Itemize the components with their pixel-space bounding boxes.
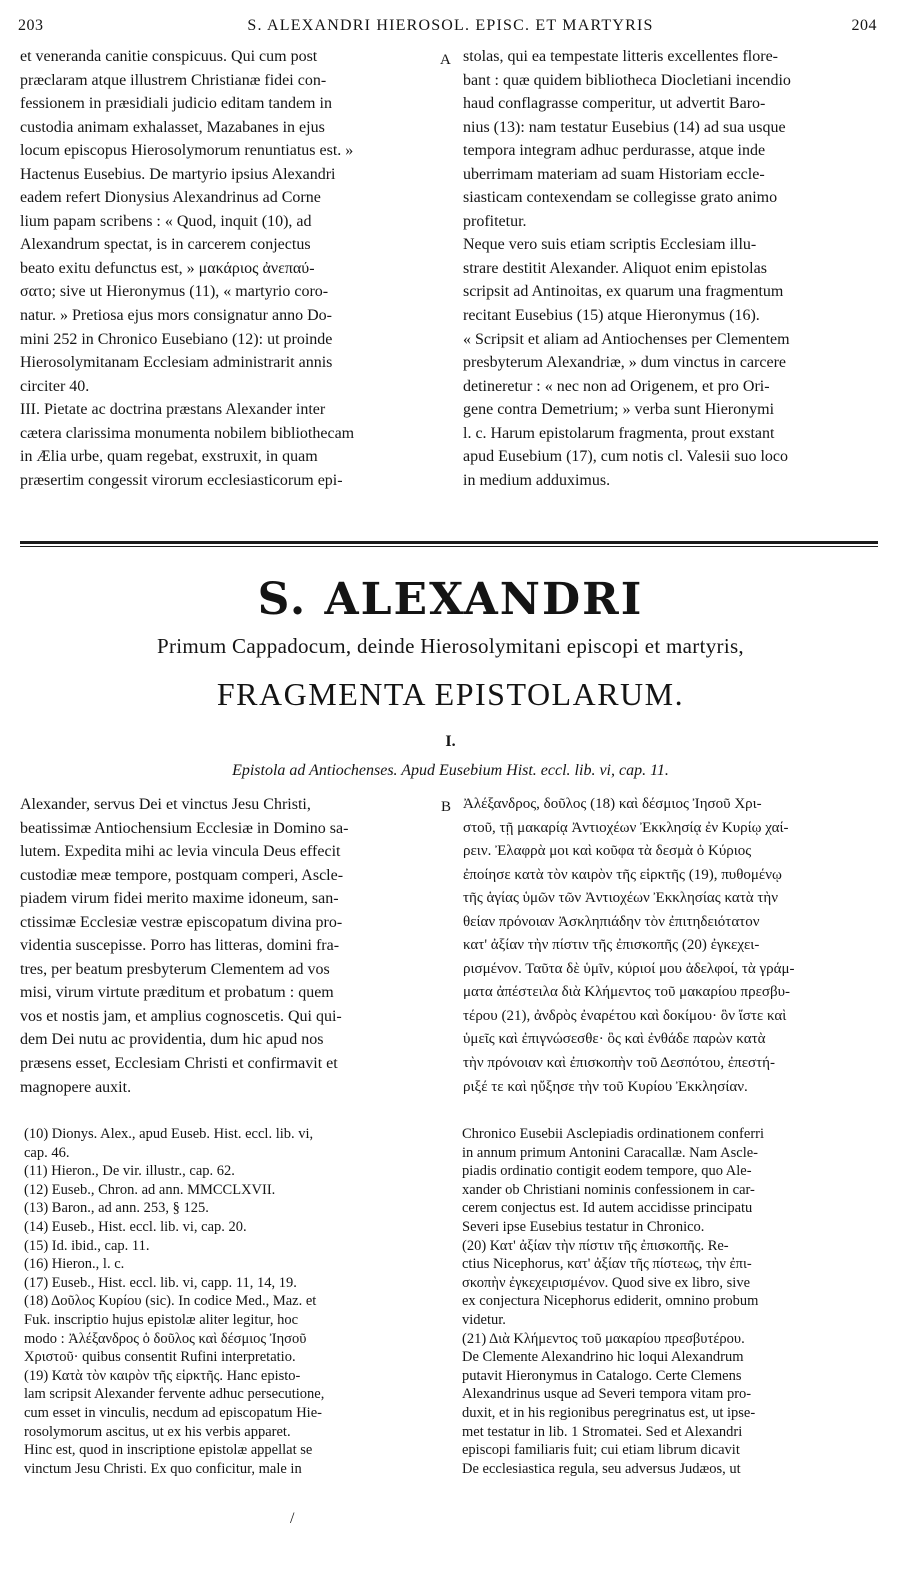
work-title: S. ALEXANDRI xyxy=(257,574,644,625)
text-line: ctissimæ Ecclesiæ vestræ episcopatum divina pro- xyxy=(20,913,343,931)
text-line: piadis ordinatio contigit eodem tempore, quo Ale- xyxy=(462,1163,752,1180)
text-line: vinctum Jesu Christi. Ex quo conficitur, male in xyxy=(24,1460,302,1477)
text-line: Χριστοῦ· quibus consentit Rufini interpretatio. xyxy=(24,1349,296,1366)
text-line: Alexandrum spectat, is in carcerem conjectus xyxy=(20,236,311,254)
text-line: rosolymorum ascitus, ut ex his verbis apparet. xyxy=(24,1423,291,1440)
text-line: videntia suscepisse. Porro has litteras, domini fra- xyxy=(20,937,340,955)
text-line: Hierosolymitanam Ecclesiam administrarit annis xyxy=(20,354,333,372)
text-line: ματα ἀπέστειλα διὰ Κλήμεντος τοῦ μακαρίου πρεσβυ- xyxy=(463,984,791,1001)
text-line: in medium adduximus. xyxy=(463,471,611,489)
text-line: θείαν πρόνοιαν Ἀσκληπιάδην τὸν ἐπιτηδειότατον xyxy=(463,913,760,930)
text-line: ρειν. Ἐλαφρὰ μοι καὶ κοῦφα τὰ δεσμὰ ὁ Κύριος xyxy=(463,843,752,860)
text-line: ὑμεῖς καὶ ἐπιγνώσεσθε· ὃς καὶ ἐνθάδε παρὼν κατὰ xyxy=(463,1031,766,1048)
text-line: σκοπὴν ἐγκεχειρισμένον. Quod sive ex libro, sive xyxy=(462,1274,751,1291)
text-line: Chronico Eusebii Asclepiadis ordinationem conferri xyxy=(462,1126,765,1142)
text-line: et veneranda canitie conspicuus. Qui cum post xyxy=(20,48,318,65)
text-line: (17) Euseb., Hist. eccl. lib. vi, capp. 11, 14, 19. xyxy=(24,1274,297,1291)
text-line: recitant Eusebius (15) atque Hieronymus (16). xyxy=(463,307,760,325)
text-line: eadem refert Dionysius Alexandrinus ad Corne xyxy=(20,189,321,207)
text-line: xander ob Christiani nominis confessionem in car- xyxy=(462,1181,755,1198)
fragment-number: I. xyxy=(445,733,456,750)
text-line: Neque vero suis etiam scriptis Ecclesiam illu- xyxy=(463,236,757,254)
text-line: episcopi familiaris fuit; cui etiam librum dicavit xyxy=(462,1442,740,1459)
text-line: natur. » Pretiosa ejus mors consignatur anno Do- xyxy=(20,307,332,325)
text-line: piadem virum fidei merito maxime idoneum, san- xyxy=(20,890,339,908)
section-rule xyxy=(20,541,878,544)
text-line: (21) Διὰ Κλήμεντος τοῦ μακαρίου πρεσβυτέρου. xyxy=(462,1330,745,1347)
text-line: presbyterum Alexandriæ, » dum vinctus in carcere xyxy=(463,354,787,372)
text-line: τέρου (21), ἀνδρὸς ἐναρέτου καὶ δοκίμου· ὃν ἴστε καὶ xyxy=(463,1007,787,1024)
latin-epistle xyxy=(20,793,432,1099)
fragmenta-title: FRAGMENTA EPISTOLARUM. xyxy=(216,676,685,712)
text-line: « Scripsit et aliam ad Antiochenses per Clementem xyxy=(463,330,790,348)
text-line: beato exitu defunctus est, » μακάριος ἀνεπαύ- xyxy=(20,259,315,277)
text-line: Alexandrinus usque ad Severi tempora vitam pro- xyxy=(462,1386,752,1403)
text-line: locum episcopus Hierosolymorum renuntiatus est. » xyxy=(20,142,354,160)
text-line: misi, virum virtute præditum et probatum : quem xyxy=(20,984,334,1002)
text-line: τῆς ἁγίας ὑμῶν τῶν Ἀντιοχέων Ἐκκλησίας κατὰ τὴν xyxy=(463,890,779,907)
text-line: beatissimæ Antiochensium Ecclesiæ in Domino sa- xyxy=(20,819,349,837)
section-rule-thin xyxy=(20,546,878,547)
text-line: Severi ipse Eusebius testatur in Chronico. xyxy=(462,1218,705,1235)
text-line: (12) Euseb., Chron. ad ann. MMCCLXVII. xyxy=(24,1181,276,1198)
page-number-right: 204 xyxy=(851,17,877,34)
text-line: ριξέ τε καὶ ηὔξησε τὴν τοῦ Κυρίου Ἐκκλησίαν. xyxy=(463,1078,748,1095)
text-line: nius (13): nam testatur Eusebius (14) ad sua usque xyxy=(463,118,786,136)
text-line: præclaram atque illustrem Christianæ fidei con- xyxy=(20,71,327,89)
margin-letter-a: A xyxy=(440,52,451,68)
text-line: in annum primum Antonini Caracallæ. Nam Ascle- xyxy=(462,1144,758,1161)
text-line: cerem conjectus est. Id autem accidisse principatu xyxy=(462,1200,753,1217)
text-line: præsertim congessit virorum ecclesiasticorum epi- xyxy=(20,471,343,489)
footnotes-right xyxy=(462,1125,880,1478)
text-line: modo : Ἀλέξανδρος ὁ δοῦλος καὶ δέσμιος Ἰησοῦ xyxy=(24,1330,307,1347)
text-line: vos et nostis jam, et amplius cognoscetis. Qui qui- xyxy=(20,1007,342,1025)
text-line: cap. 46. xyxy=(24,1144,70,1161)
text-line: (20) Κατ' ἀξίαν τὴν πίστιν τῆς ἐπισκοπῆς. Re- xyxy=(462,1237,729,1254)
margin-letter-b: B xyxy=(441,799,452,815)
text-line: detineretur : « nec non ad Origenem, et pro Ori- xyxy=(463,377,770,395)
text-line: (11) Hieron., De vir. illustr., cap. 62. xyxy=(24,1163,235,1180)
text-line: (13) Baron., ad ann. 253, § 125. xyxy=(24,1200,209,1217)
text-line: De Clemente Alexandrino hic loqui Alexandrum xyxy=(462,1349,744,1366)
text-line: (10) Dionys. Alex., apud Euseb. Hist. eccl. lib. vi, xyxy=(24,1126,314,1142)
text-line: l. c. Harum epistolarum fragmenta, prout exstant xyxy=(463,424,775,442)
text-line: tres, per beatum presbyterum Clementem ad vos xyxy=(20,960,330,978)
page-number-left: 203 xyxy=(18,17,44,34)
top-left-column xyxy=(20,45,432,492)
text-line: gene contra Demetrium; » verba sunt Hieronymi xyxy=(463,401,775,419)
text-line: met testatur in lib. 1 Stromatei. Sed et Alexandri xyxy=(462,1423,743,1440)
text-line: lam scripsit Alexander fervente adhuc persecutione, xyxy=(24,1386,325,1403)
running-header: S. ALEXANDRI HIEROSOL. EPISC. ET MARTYRIS xyxy=(247,17,654,34)
text-line: cætera clarissima monumenta nobilem bibliothecam xyxy=(20,424,355,442)
text-line: σατο; sive ut Hieronymus (11), « martyrio coro- xyxy=(20,283,329,301)
text-line: (14) Euseb., Hist. eccl. lib. vi, cap. 20. xyxy=(24,1218,247,1235)
text-line: (19) Κατὰ τὸν καιρὸν τῆς εἱρκτῆς. Hanc episto- xyxy=(24,1367,301,1384)
text-line: profitetur. xyxy=(463,212,527,230)
text-line: magnopere auxit. xyxy=(20,1078,132,1096)
text-line: κατ' ἀξίαν τὴν πίστιν τῆς ἐπισκοπῆς (20) ἐγκεχει- xyxy=(463,937,760,954)
text-line: Hinc est, quod in inscriptione epistolæ appellat se xyxy=(24,1442,313,1459)
text-line: Hactenus Eusebius. De martyrio ipsius Alexandri xyxy=(20,165,336,183)
text-line: strare destitit Alexander. Aliquot enim epistolas xyxy=(463,259,767,277)
work-subtitle: Primum Cappadocum, deinde Hierosolymitani episcopi et martyris, xyxy=(157,634,744,658)
text-line: haud conflagrasse comperitur, ut advertit Baro- xyxy=(463,95,766,113)
text-line: præsens esset, Ecclesiam Christi et confirmavit et xyxy=(20,1055,338,1073)
greek-epistle xyxy=(463,793,879,1099)
text-line: custodia animam exhalasset, Mazabanes in ejus xyxy=(20,118,325,136)
text-line: Fuk. inscriptio hujus epistolæ aliter legitur, hoc xyxy=(24,1311,299,1328)
text-line: videtur. xyxy=(462,1311,506,1328)
text-line: τὴν πρόνοιαν καὶ ἐπισκοπὴν τοῦ Δεσπότου, ἐπεστή- xyxy=(463,1055,775,1072)
text-line: Alexander, servus Dei et vinctus Jesu Christi, xyxy=(20,796,311,813)
text-line: (18) Δοῦλος Κυρίου (sic). In codice Med., Maz. et xyxy=(24,1293,317,1310)
footnotes-left xyxy=(24,1125,432,1478)
text-line: De ecclesiastica regula, seu adversus Judæos, ut xyxy=(462,1460,741,1477)
text-line: fessionem in præsidiali judicio editam tandem in xyxy=(20,95,332,113)
stray-mark: / xyxy=(290,1510,295,1527)
text-line: mini 252 in Chronico Eusebiano (12): ut proinde xyxy=(20,330,333,348)
text-line: lutem. Expedita mihi ac levia vincula Deus effecit xyxy=(20,843,341,861)
top-right-column xyxy=(463,45,879,492)
text-line: tempora integram adhuc perdurasse, atque inde xyxy=(463,142,766,160)
text-line: duxit, et in his regionibus peregrinatus est, ut ipse- xyxy=(462,1404,756,1421)
text-line: bant : quæ quidem bibliotheca Diocletiani incendio xyxy=(463,71,791,89)
text-line: putavit Hieronymus in Catalogo. Certe Clemens xyxy=(462,1367,742,1384)
text-line: III. Pietate ac doctrina præstans Alexander inter xyxy=(20,401,326,419)
text-line: ρισμένον. Ταῦτα δὲ ὑμῖν, κύριοί μου ἀδελφοί, τὰ γράμ- xyxy=(463,960,795,977)
text-line: uberrimam materiam ad suam Historiam eccle- xyxy=(463,165,765,183)
text-line: (15) Id. ibid., cap. 11. xyxy=(24,1237,150,1254)
text-line: dem Dei nutu ac providentia, dum hic apud nos xyxy=(20,1031,324,1049)
text-line: lium papam scribens : « Quod, inquit (10), ad xyxy=(20,212,312,230)
text-line: custodiæ meæ tempore, postquam comperi, Ascle- xyxy=(20,866,344,884)
epistle-heading: Epistola ad Antiochenses. Apud Eusebium Hist. eccl. lib. vi, cap. 11. xyxy=(232,762,669,779)
text-line: in Ælia urbe, quam regebat, exstruxit, in quam xyxy=(20,448,318,466)
text-line: ἐποίησε κατὰ τὸν καιρὸν τῆς εἱρκτῆς (19), πυθομένῳ xyxy=(463,866,782,883)
text-line: Ἀλέξανδρος, δοῦλος (18) καὶ δέσμιος Ἰησοῦ Χρι- xyxy=(463,796,762,812)
text-line: ex conjectura Nicephorus ediderit, omnino probum xyxy=(462,1293,759,1310)
text-line: stolas, qui ea tempestate litteris excellentes flore- xyxy=(463,48,778,65)
text-line: cum esset in vinculis, necdum ad episcopatum Hie- xyxy=(24,1404,322,1421)
text-line: scripsit ad Antinoitas, ex quarum una fragmentum xyxy=(463,283,784,301)
text-line: circiter 40. xyxy=(20,377,90,395)
text-line: apud Eusebium (17), cum notis cl. Valesii suo loco xyxy=(463,448,788,466)
text-line: στοῦ, τῇ μακαρίᾳ Ἀντιοχέων Ἐκκλησίᾳ ἐν Κυρίῳ χαί- xyxy=(463,819,789,836)
text-line: siasticam contexendam se collegisse grato animo xyxy=(463,189,778,207)
text-line: ctius Nicephorus, κατ' ἀξίαν τῆς πίστεως, τὴν ἐπι- xyxy=(462,1256,752,1273)
text-line: (16) Hieron., l. c. xyxy=(24,1256,125,1273)
